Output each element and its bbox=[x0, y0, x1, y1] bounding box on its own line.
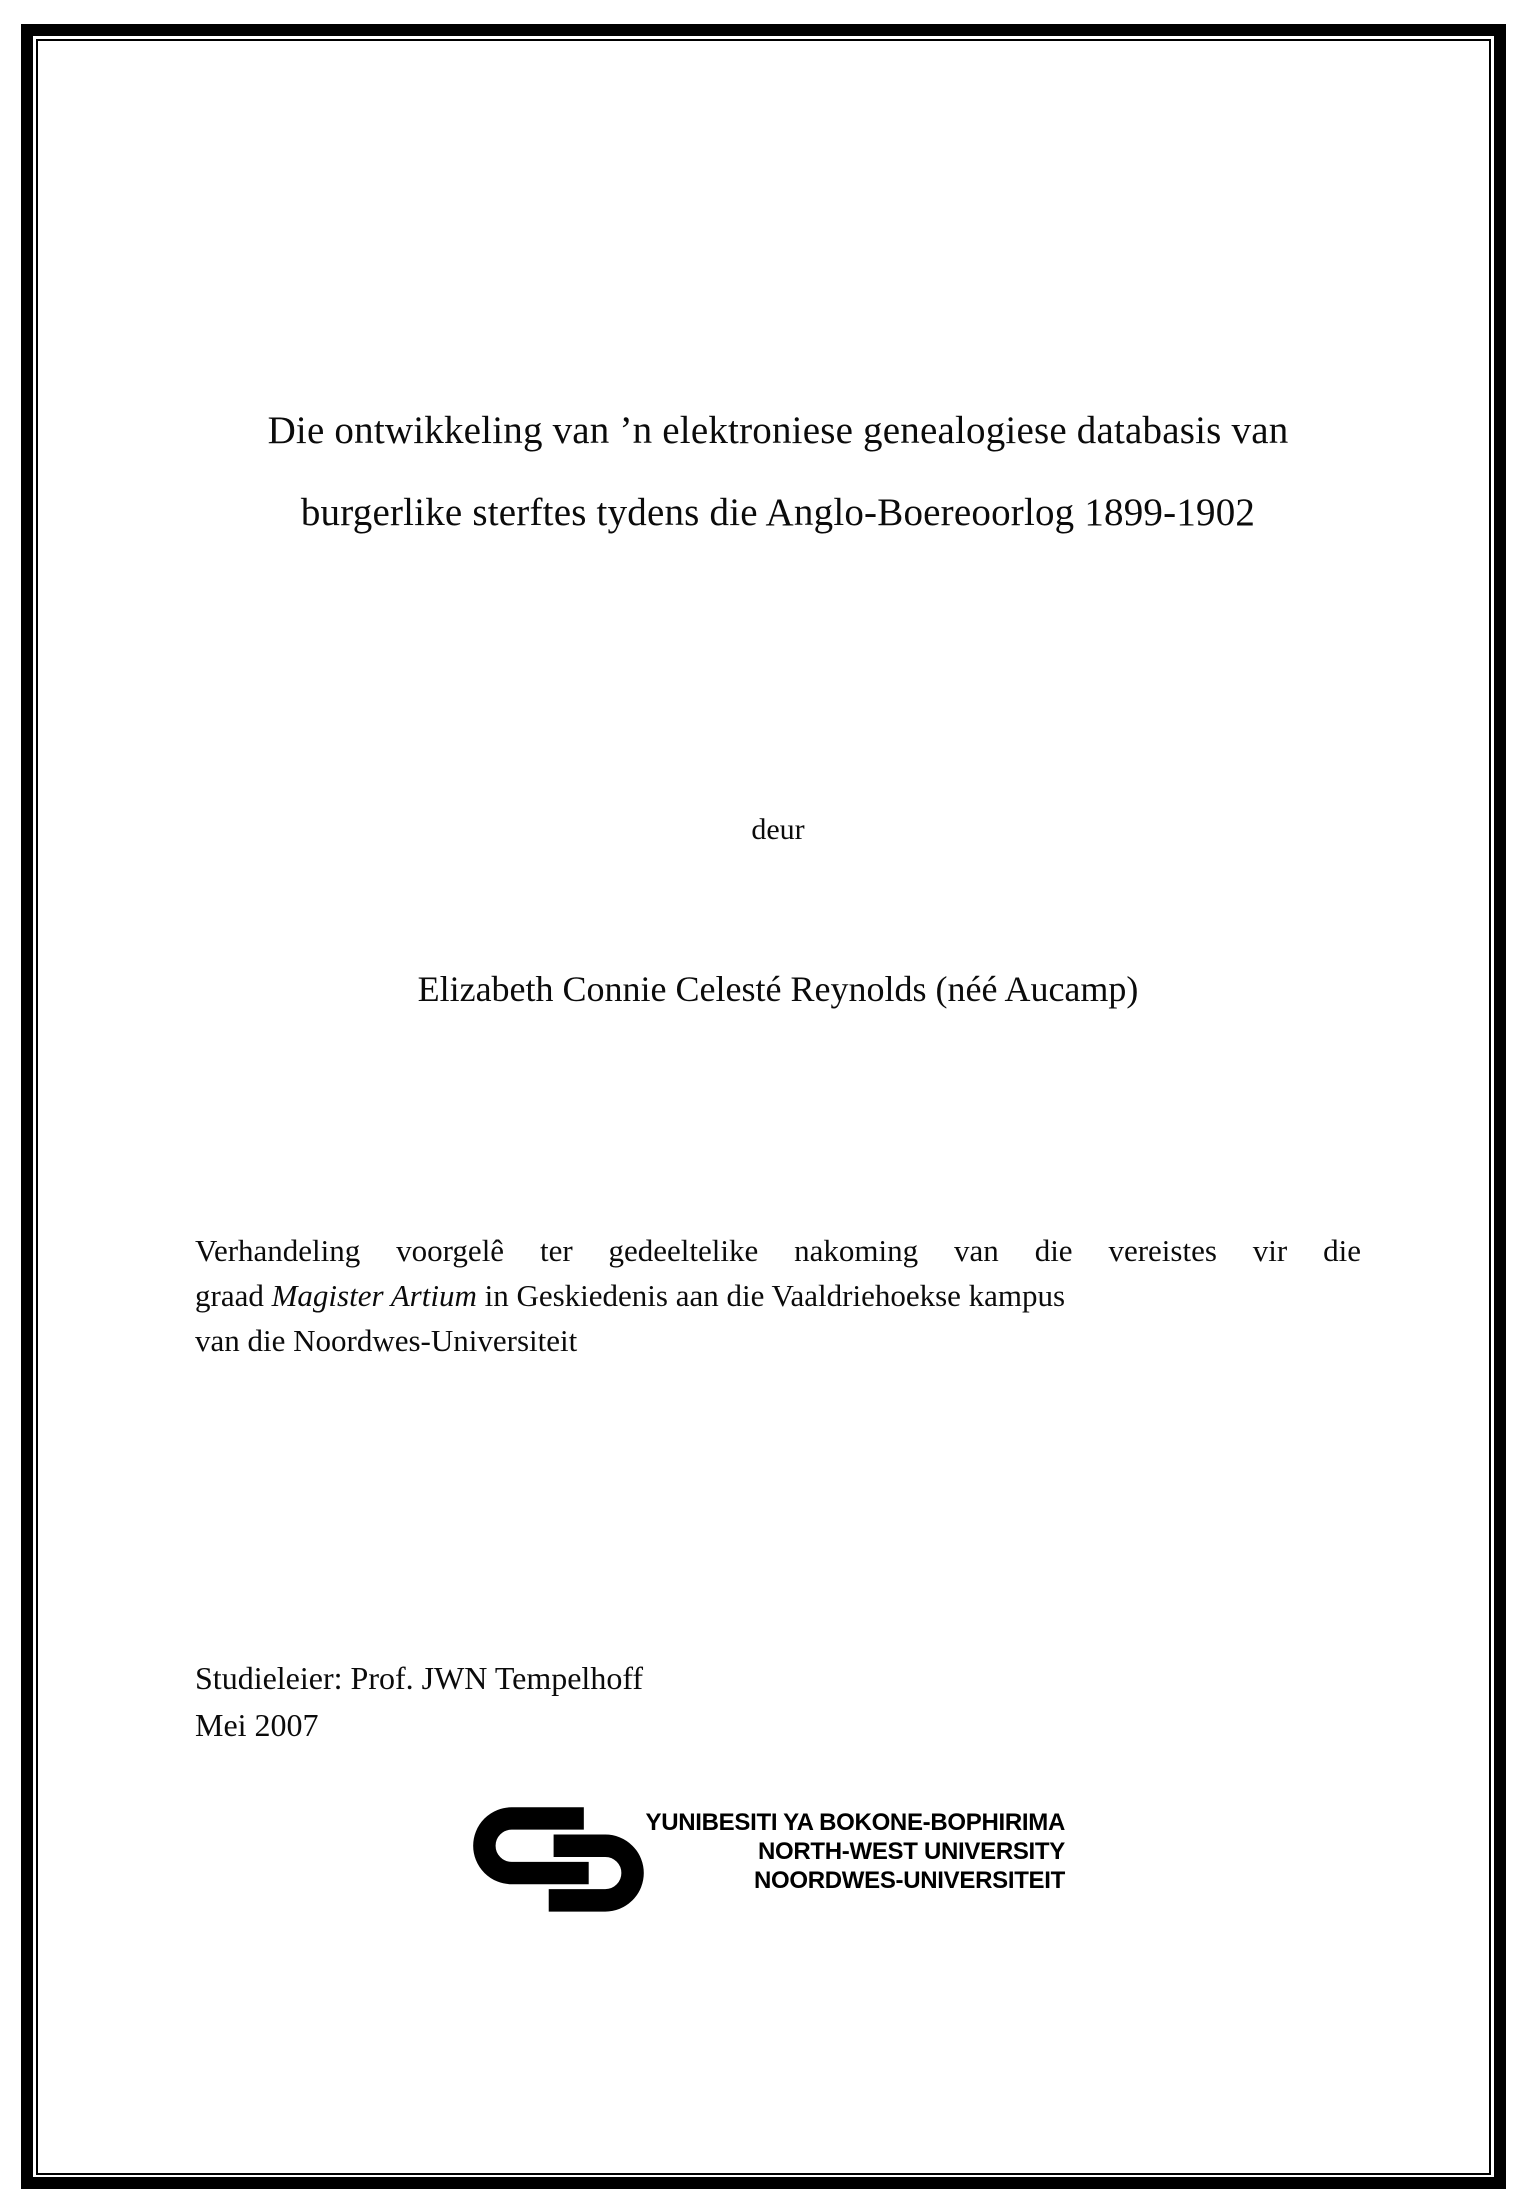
logo-text-line-1: YUNIBESITI YA BOKONE-BOPHIRIMA bbox=[645, 1809, 1065, 1836]
degree-line2-post: in Geskiedenis aan die Vaaldriehoekse kampus bbox=[476, 1278, 1066, 1313]
thesis-title-line-2: burgerlike sterftes tydens die Anglo-Boereoorlog 1899-1902 bbox=[300, 491, 1256, 534]
degree-statement-line-2 bbox=[195, 1273, 1361, 1318]
supervisor-line: Studieleier: Prof. JWN Tempelhoff bbox=[195, 1660, 644, 1696]
author-name: Elizabeth Connie Celesté Reynolds (néé Aucamp) bbox=[417, 969, 1139, 1009]
degree-statement bbox=[195, 1228, 1361, 1363]
degree-line2-pre: graad bbox=[195, 1278, 272, 1313]
thesis-title-line-1: Die ontwikkeling van ’n elektroniese genealogiese databasis van bbox=[267, 409, 1289, 452]
logo-text-line-3: NOORDWES-UNIVERSITEIT bbox=[753, 1867, 1065, 1894]
university-logo-text bbox=[585, 1808, 1065, 1895]
degree-name-italic: Magister Artium bbox=[271, 1278, 477, 1313]
thesis-title bbox=[195, 390, 1361, 554]
byline: deur bbox=[751, 813, 805, 846]
supervisor-block bbox=[195, 1655, 643, 1749]
degree-statement-line-3: van die Noordwes-Universiteit bbox=[195, 1323, 578, 1358]
date-line: Mei 2007 bbox=[195, 1707, 319, 1743]
logo-text-line-2: NORTH-WEST UNIVERSITY bbox=[757, 1838, 1065, 1865]
university-logo bbox=[455, 1797, 1075, 1947]
degree-statement-line-1: Verhandeling voorgelê ter gedeeltelike nakoming van die vereistes vir die bbox=[195, 1233, 1361, 1268]
